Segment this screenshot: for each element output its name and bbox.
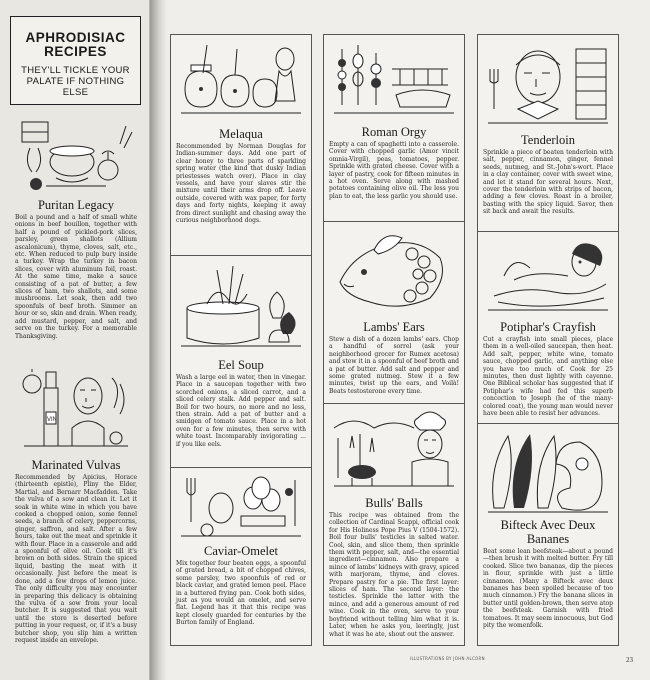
recipe-text: Cut a crayfish into small pieces, place them in a well-oiled saucepan, then heat. Add salt, pepper, white wine, tomato sauce, chopped garlic, and anything else you have too much of. Cook for 25 minutes, then dust lightly with cayenne. One Biblical scholar has suggested that if Potiphar's wife had fed this superb concoction to Joseph (he of the many-colored coat), the young man would never have been able to resist her advances. (483, 336, 613, 418)
recipe-title: Potiphar's Crayfish (500, 320, 596, 334)
book-gutter (150, 0, 166, 680)
recipe-title: Lambs' Ears (363, 320, 425, 334)
page-title: APHRODISIAC RECIPES (25, 30, 126, 59)
recipe-title: Puritan Legacy (37, 198, 114, 212)
recipe-lambs-ears (324, 221, 464, 395)
recipe-title: Roman Orgy (361, 125, 427, 139)
page-subtitle: THEY'LL TICKLE YOUR PALATE IF NOTHING ELSE (21, 65, 130, 98)
recipe-text: Wash a large eel in water, then in vinegar. Place in a saucepan together with two scorched onions, a sliced carrot, and a sliced celery stalk. Add pepper and salt. Boil for two hours, no more and no less, then strain. Add a pat of butter and a smidgen of tomato sauce. Place in a hot oven for a few minutes, then serve with white toast. Incomparably invigorating ... if you like eels. (176, 374, 306, 448)
recipe-title: Caviar-Omelet (203, 544, 279, 558)
reclining-figure-icon (484, 236, 612, 318)
pots-and-cook-icon (177, 39, 305, 125)
recipe-column-2 (323, 34, 465, 646)
recipe-bulls-balls (324, 403, 464, 638)
recipe-column-3 (477, 34, 619, 646)
wine-bottles-bust-icon (16, 368, 136, 456)
header-box (10, 16, 141, 105)
recipe-title: Marinated Vulvas (31, 458, 121, 472)
recipe-roman-orgy (324, 35, 464, 200)
recipe-title: Tenderloin (521, 133, 575, 147)
recipe-text: This recipe was obtained from the collection of Cardinal Scappi, official cook for His Holiness Pope Pius V (1504-1572). Boil four bulls' testicles in salted water. Cool, skin, and slice them, then sprinkle them with pepper, salt, and—the essential ingredient—cinnamon. Also prepare a mince of lambs' kidneys with gravy, spiced with marjoram, thyme, and cloves. Prepare pastry for a pie. The first layer: slices of ham. The second layer: the testicles. Sprinkle the latter with the mince, and add a generous amount of red wine. Cook in the oven, serve to your boyfriend without telling him what it is. Later, when he asks you, leeringly, just what it was he ate, shout out the answer. (329, 512, 459, 638)
skewered-food-icon (330, 39, 458, 123)
recipe-text: Empty a can of spaghetti into a casserole. Cover with chopped garlic (Amor vincit omnia-Virgil), peas, tomatoes, pepper. Sprinkle with grated cheese. Cover with a layer of pastry, cook for fifteen minutes in a hot oven. Serve along with mashed potatoes containing olive oil. The less you plan to eat, the less garlic you should use. (329, 141, 459, 200)
recipe-text: Mix together four beaten eggs, a spoonful of grated bread, a bit of chopped chives, some parsley, two spoonfuls of red or black caviar, and grated lemon peel. Place in a buttered frying pan. Cook both sides, just as you would an omelet, and serve flat. Legend has it that this recipe was kept closely guarded for centuries by the Burton family of England. (176, 560, 306, 627)
recipe-text: Recommended by Apicius, Horace (thirteenth epistle), Pliny the Elder, Martial, and Bernarr Macfadden. Take the vulva of a sow and clean it. Let it soak in white wine in which you have cooked a chopped onion, some fennel seeds, a branch of celery, peppercorns, ginger, saffron, and salt. After a few hours, take out the meat and sprinkle it with flour. Place in a casserole and add a spoonful of olive oil. Cook till it's brown on both sides. Strain the spiced liquid, basting the meat with it occasionally. Just before the meat is done, add a few drops of lemon juice. The only difficulty you may encounter in preparing this delicacy is obtaining the vulva of a sow from your local butcher. It is suggested that you wait until the store is deserted before putting in your request, or, if it's a busy butcher shop, you slip him a written request inside an envelope. (15, 474, 137, 644)
page-number: 23 (626, 656, 633, 664)
recipe-text: Sprinkle a piece of beaten tenderloin with salt, pepper, cinnamon, ginger, fennel seeds, nutmeg, and St.-John's-wort. Place in a clay container, cover with sweet wine, and let it stand for several hours. Next, cover the tenderloin with strips of bacon, adding a few cloves. Roast in a broiler, basting with the spicy liquid. Savor, then sit back and await the results. (483, 149, 613, 216)
recipe-eel-soup (171, 255, 311, 448)
chef-and-bull-icon (330, 408, 458, 494)
recipe-text: Stew a dish of a dozen lambs' ears. Chop a handful of sorrel (ask your neighborhood grocer for Rumex acetosa) and stew it in a spoonful of beef broth and a pat of butter. Add salt and pepper and some grated nutmeg. Stew it a few minutes, twist up the ears, and Voilà! Beats testosterone every time. (329, 336, 459, 395)
recipe-tenderloin (478, 35, 618, 216)
recipe-title: Bulls' Balls (365, 496, 423, 510)
recipe-melaqua (171, 35, 311, 224)
soup-pot-vegetables-icon (177, 260, 305, 356)
recipe-title: Melaqua (219, 127, 263, 141)
svg-text:VIN: VIN (47, 417, 58, 423)
recipe-puritan-legacy (10, 114, 142, 340)
lamb-head-icon (330, 226, 458, 318)
pumpkin-pot-still-life-icon (16, 118, 136, 196)
recipe-title: Bifteck Avec Deux Bananes (500, 518, 596, 546)
recipe-text: Boil a pound and a half of small white onions in beef bouillon, together with half a pound of pickled-pork slices, parsley, green shallots (Allium ascalonicum), thyme, cloves, salt, etc., etc. When reduced to pulp bury inside a turkey. Wrap the turkey in bacon slices, cover with aluminum foil, roast. At the same time, make a sauce consisting of a pat of butter, a few slices of ham, two shallots, and some mushrooms. Let soak, then add two spoonfuls of beef broth. Simmer an hour or so, skin and drain. When ready, add mustard, pepper, and salt, and serve on the turkey. For a memorable Thanksgiving. (15, 214, 137, 340)
bananas-and-steak-icon (484, 428, 612, 516)
diner-with-napkin-icon (484, 39, 612, 131)
illustration-credit: ILLUSTRATIONS BY JOHN ALCORN (410, 656, 485, 661)
recipe-text: Beat some lean beefsteak—about a pound—then brush it with melted butter. Fry till cooked. Slice two bananas, dip the pieces in flour, sprinkle with just a little cinnamon. (Many a Bifteck avec deux bananes has been spoiled because of too much cinnamon.) Fry the banana slices in butter until golden-brown, then serve atop the beefsteak. Garnish with fried tomatoes. It may seem innocuous, but God pity the womenfolk. (483, 548, 613, 630)
eggs-and-utensils-icon (177, 472, 305, 542)
recipe-caviar-omelet (171, 467, 311, 627)
recipe-potiphars-crayfish (478, 231, 618, 417)
recipe-column-1 (170, 34, 312, 646)
recipe-bifteck-avec-deux-bananes (478, 423, 618, 629)
recipe-title: Eel Soup (218, 358, 264, 372)
right-page (166, 0, 650, 680)
recipe-marinated-vulvas (10, 364, 142, 644)
recipe-text: Recommended by Norman Douglas for Indian-summer days. Add one part of clear honey to three parts of sparkling spring water (the kind that dusky Indian priestesses watch over). Place in clay vessels, and have your slaves stir the mixture until their arms drop off. Leave outside, covered with wax paper, for forty days and forty nights, keeping it away from direct sunlight and chasing away the curious neighborhood dogs. (176, 143, 306, 225)
